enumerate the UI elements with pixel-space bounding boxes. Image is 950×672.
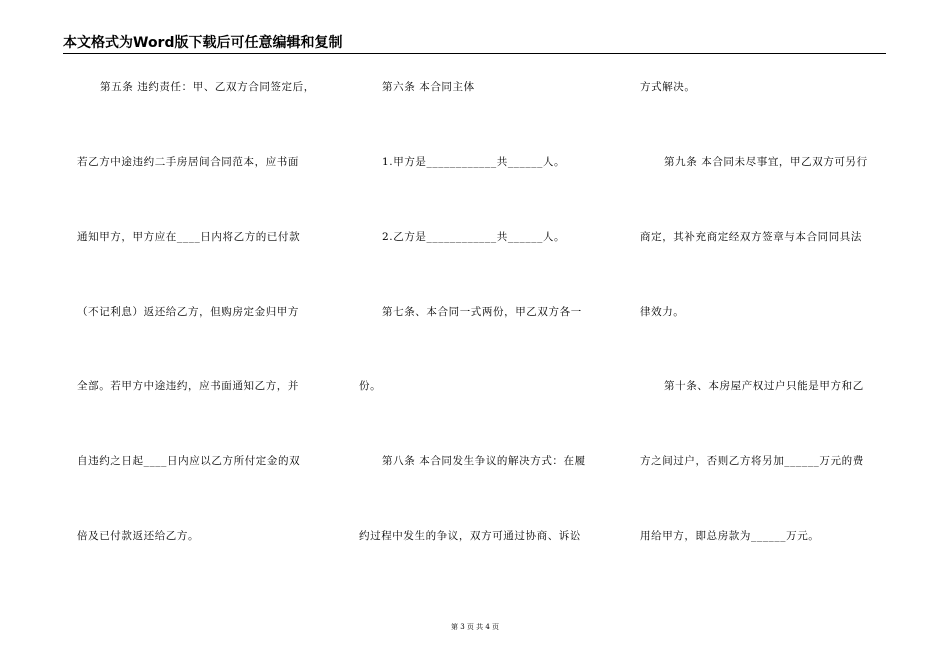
text-line: 第六条 本合同主体 <box>382 81 475 93</box>
text-line: （不记利息）返还给乙方，但购房定金归甲方 <box>77 306 299 318</box>
text-line: 商定，其补充商定经双方签章与本合同同具法 <box>640 231 862 243</box>
page-number-footer: 第 3 页 共 4 页 <box>450 623 500 631</box>
text-line: 第八条 本合同发生争议的解决方式：在履 <box>382 455 586 467</box>
text-line: 方式解决。 <box>640 81 696 93</box>
text-line: 第五条 违约责任：甲、乙双方合同签定后， <box>100 81 315 93</box>
header-divider <box>63 53 886 54</box>
document-header-title: 本文格式为Word版下载后可任意编辑和复制 <box>63 35 343 51</box>
text-line: 第十条、本房屋产权过户只能是甲方和乙 <box>664 380 864 392</box>
text-line: 方之间过户，否则乙方将另加______万元的费 <box>640 455 864 467</box>
text-line: 律效力。 <box>640 306 685 318</box>
text-line: 倍及已付款返还给乙方。 <box>77 530 200 542</box>
text-line: 份。 <box>359 380 382 392</box>
text-line: 约过程中发生的争议，双方可通过协商、诉讼 <box>359 530 581 542</box>
text-line: 自违约之日起____日内应以乙方所付定金的双 <box>77 455 301 467</box>
text-line: 全部。若甲方中途违约，应书面通知乙方，并 <box>77 380 299 392</box>
text-line: 2.乙方是____________共______人。 <box>382 231 566 243</box>
text-line: 第七条、本合同一式两份，甲乙双方各一 <box>382 306 582 318</box>
text-line: 1.甲方是____________共______人。 <box>382 156 566 168</box>
text-line: 若乙方中途违约二手房居间合同范本，应书面 <box>77 156 299 168</box>
text-line: 用给甲方，即总房款为______万元。 <box>640 530 820 542</box>
text-line: 第九条 本合同未尽事宜，甲乙双方可另行 <box>664 156 868 168</box>
text-line: 通知甲方，甲方应在____日内将乙方的已付款 <box>77 231 301 243</box>
